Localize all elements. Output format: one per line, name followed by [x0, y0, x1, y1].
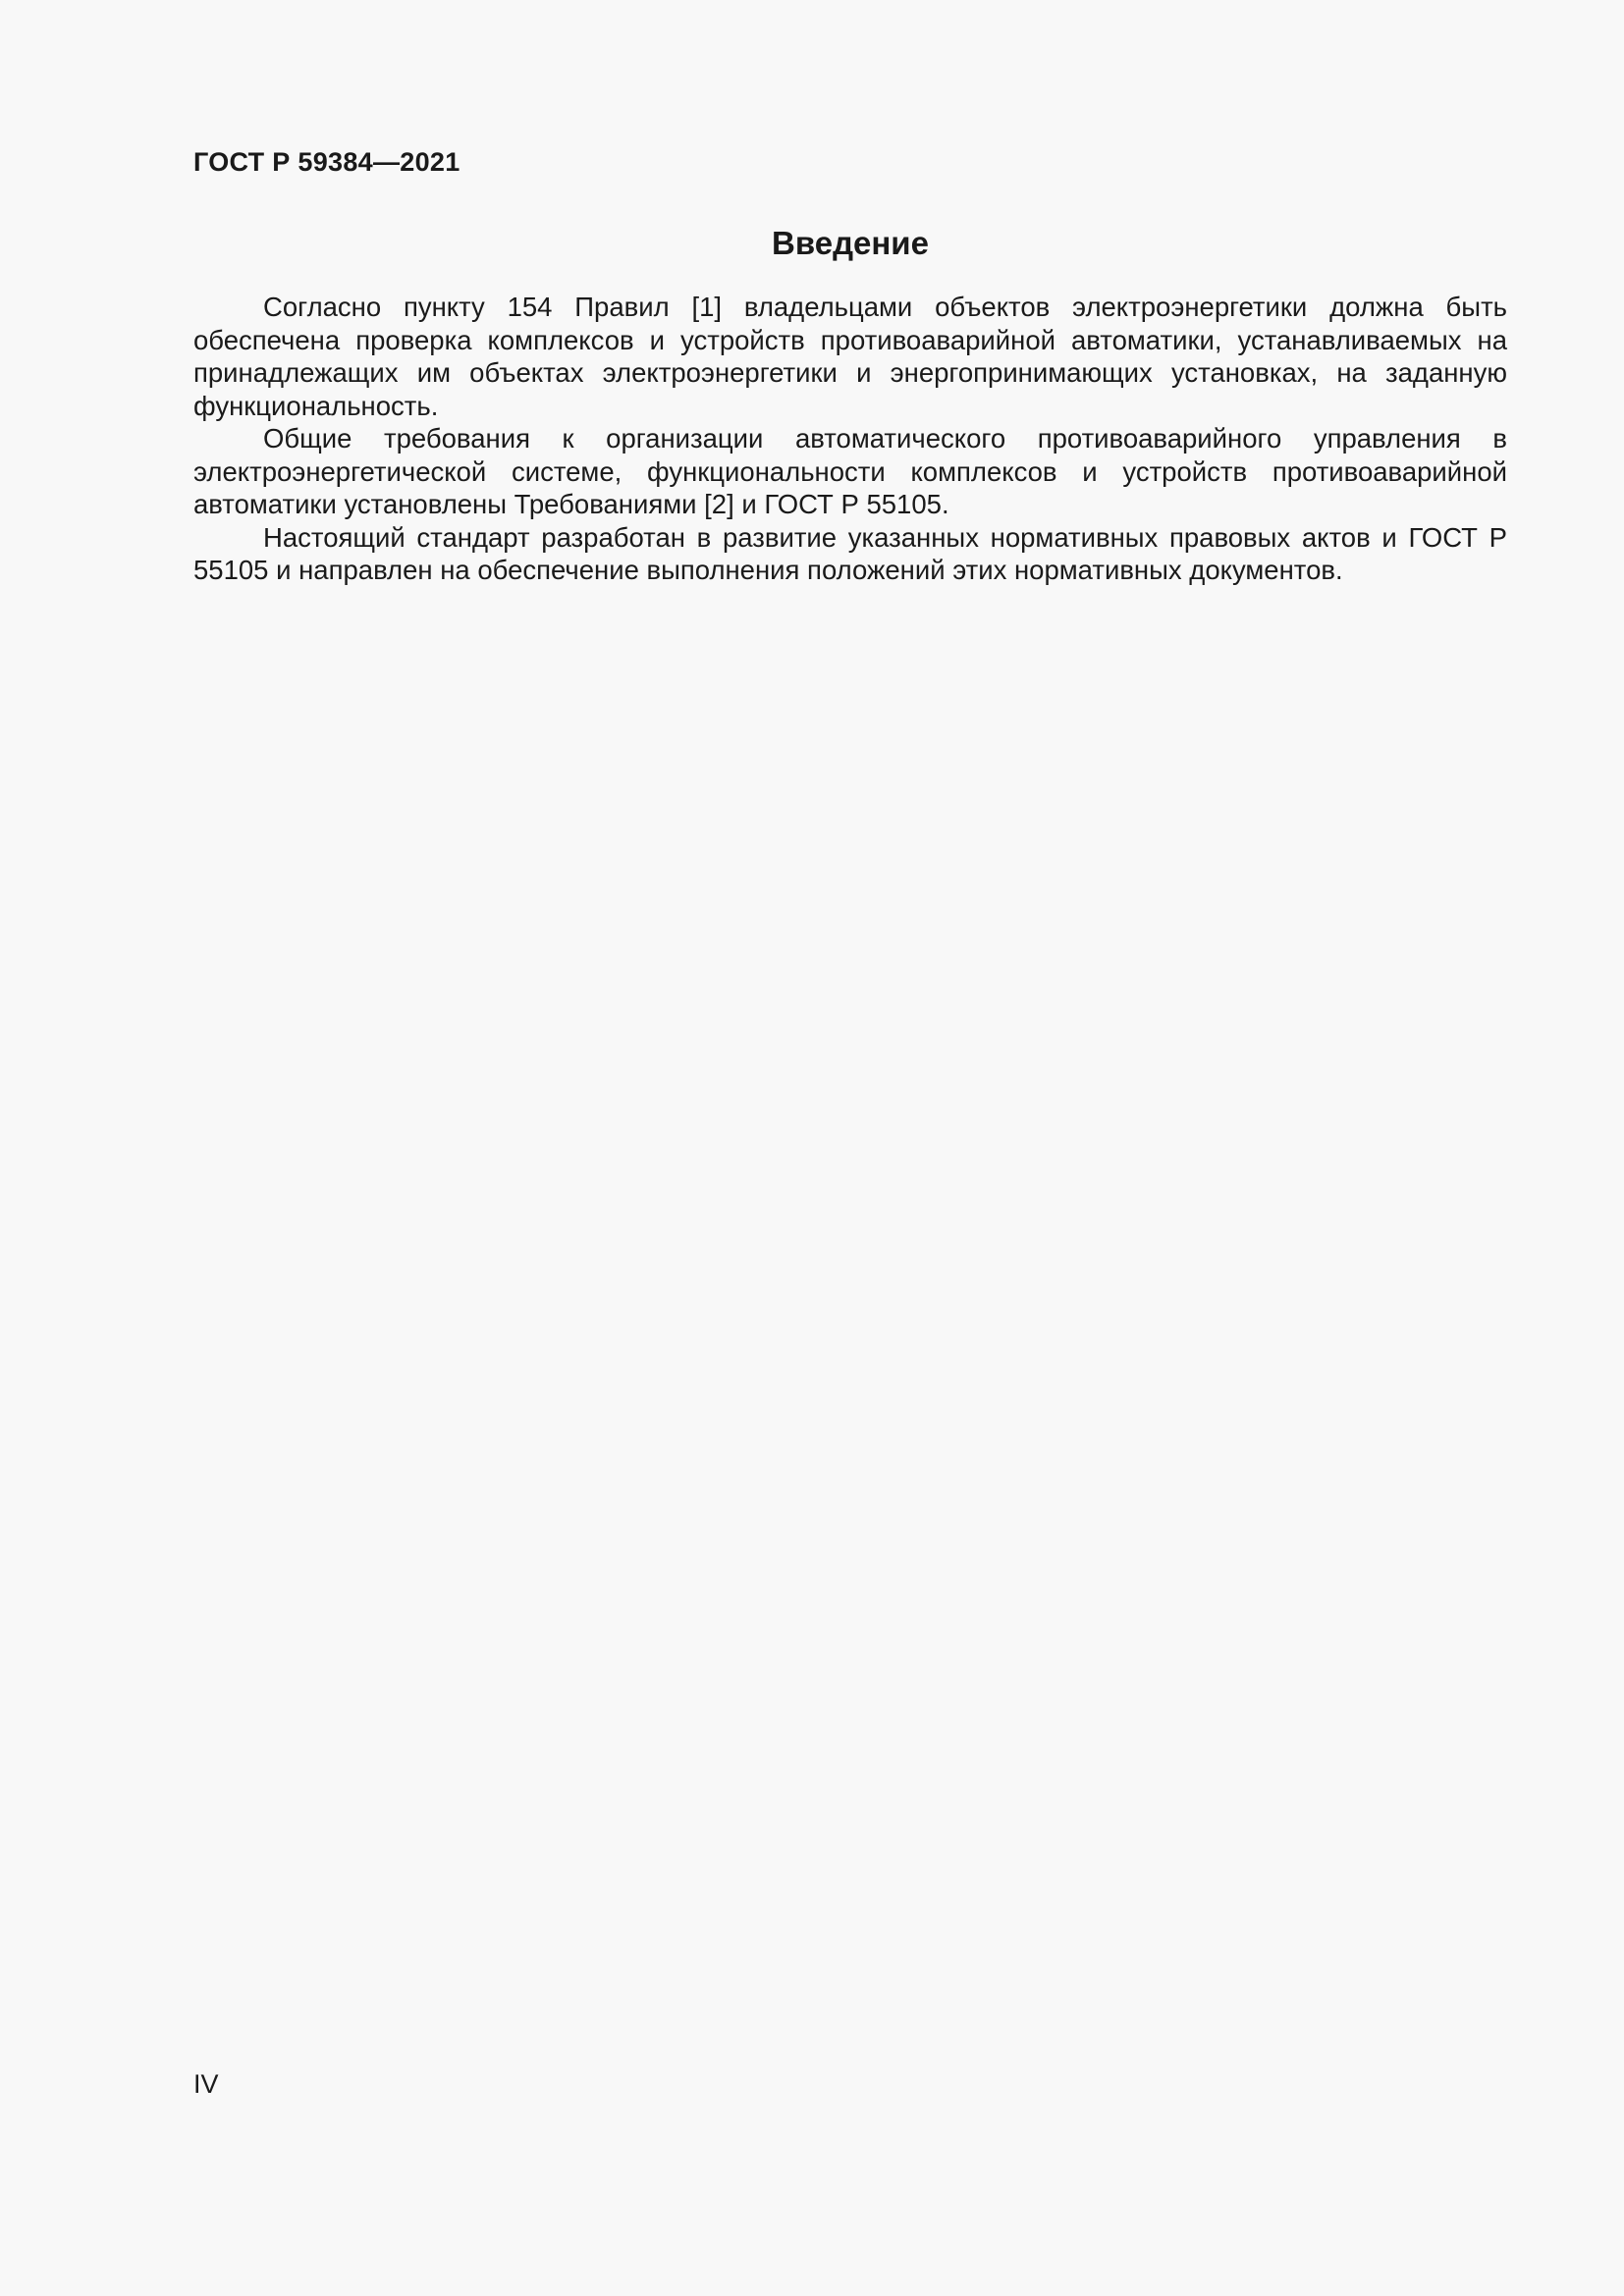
paragraph: Общие требования к организации автоматического противоаварийного управления в электроэнергетической системе, функциональности комплексов и устройств противоаварийной автоматики установлены Требованиями [2] и ГОСТ Р 55105.: [193, 423, 1507, 519]
paragraph: Согласно пункту 154 Правил [1] владельцами объектов электроэнергетики должна быть обеспечена проверка комплексов и устройств противоаварийной автоматики, устанавливаемых на принадлежащих им объектах электроэнергетики и энергопринимающих установках, на заданную функциональность.: [193, 292, 1507, 421]
document-code: ГОСТ Р 59384—2021: [193, 147, 460, 177]
section-title: Введение: [772, 225, 929, 261]
page-number: IV: [193, 2069, 219, 2099]
paragraph: Настоящий стандарт разработан в развитие указанных нормативных правовых актов и ГОСТ Р 55105 и направлен на обеспечение выполнения положений этих нормативных документов.: [193, 521, 1507, 585]
body-text: [193, 291, 1507, 587]
